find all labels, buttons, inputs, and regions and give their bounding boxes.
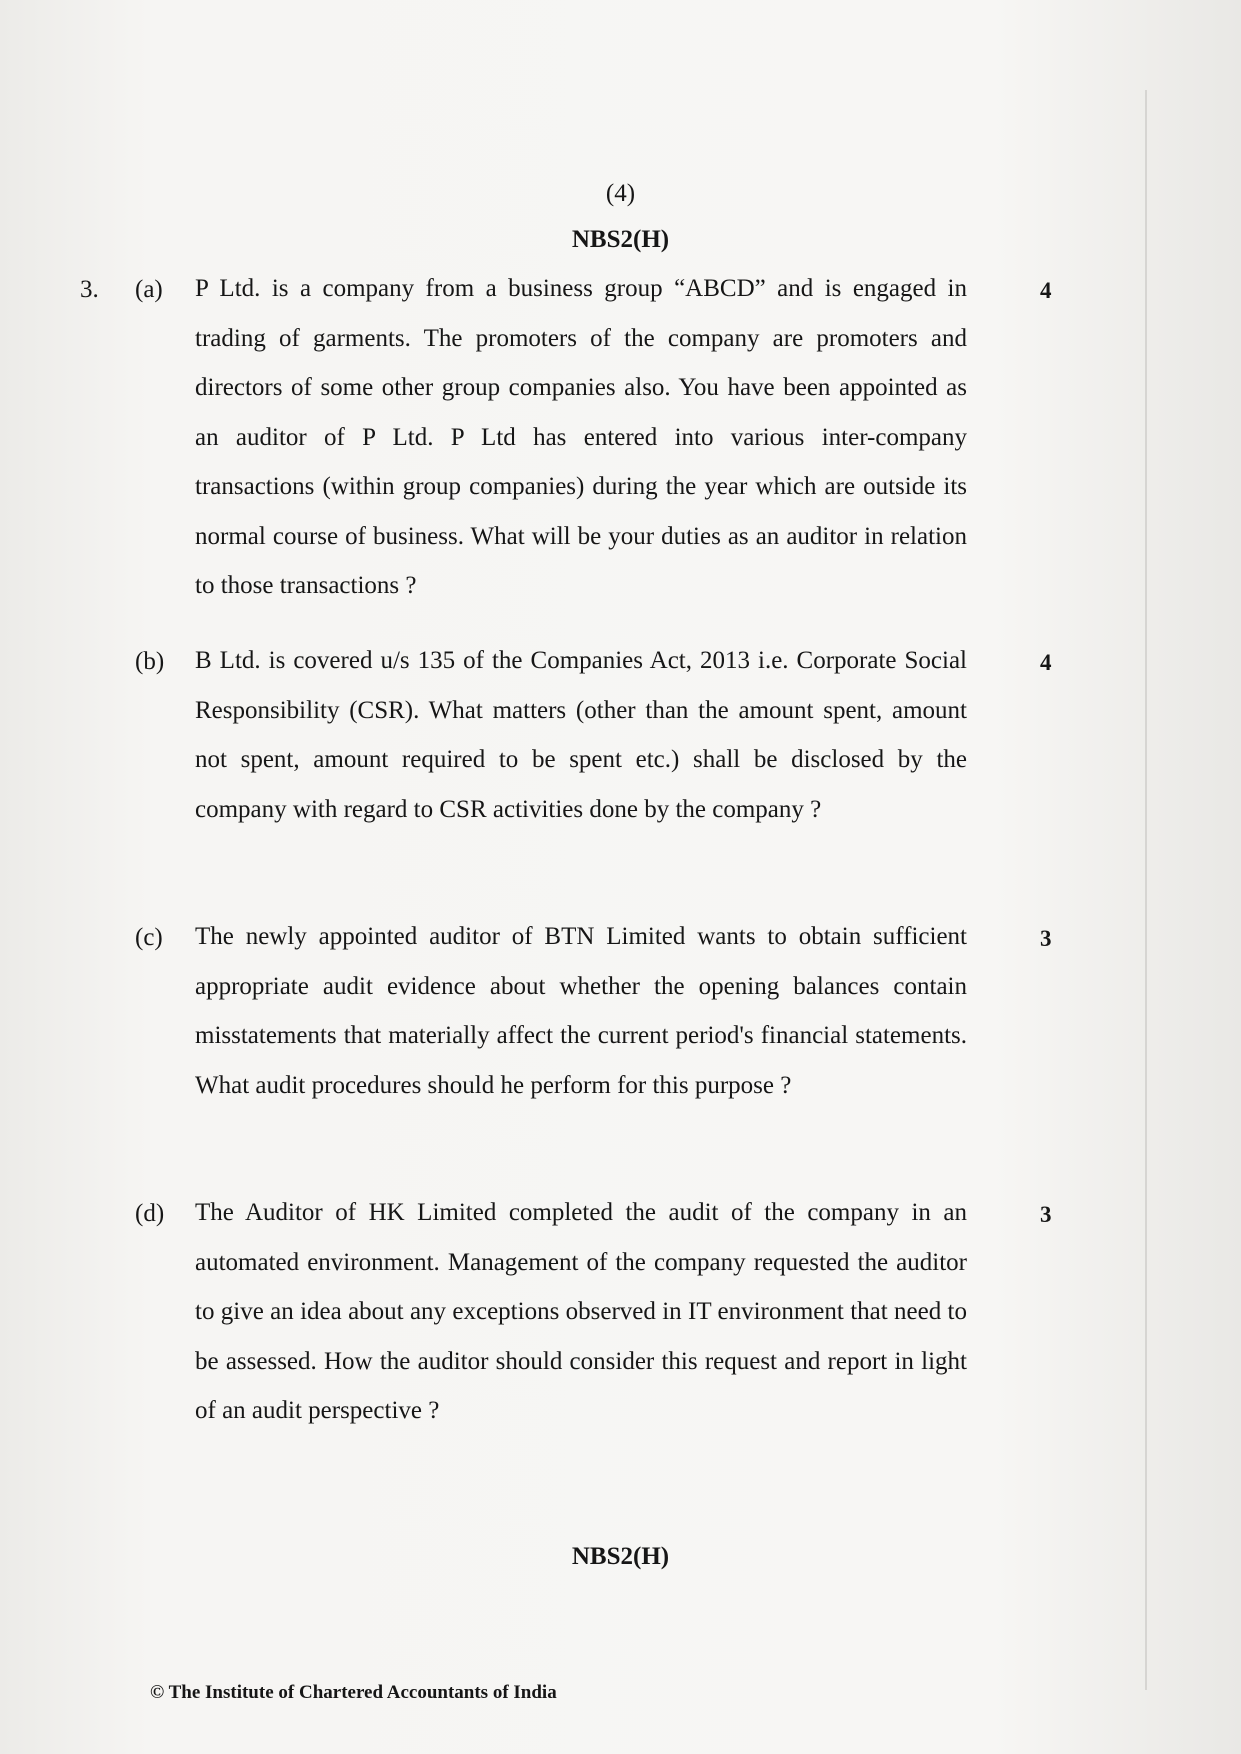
part-c-label: (c) — [135, 924, 163, 951]
part-d-marks: 3 — [1040, 1202, 1052, 1227]
paper-code-footer: NBS2(H) — [571, 1543, 670, 1570]
part-b-marks: 4 — [1040, 650, 1052, 675]
question-number: 3. — [80, 276, 99, 303]
part-b-label: (b) — [135, 648, 165, 675]
page-fold-line — [1145, 90, 1147, 1690]
paper-code-header: NBS2(H) — [571, 226, 670, 253]
part-a-label: (a) — [135, 276, 163, 303]
part-b-text: B Ltd. is covered u/s 135 of the Companies Act, 2013 i.e. Corporate Social Responsibility (CSR). What matters (other than the amount spent, amount not spent, amount required to be spent etc.) shall be disclosed by the company with regard to CSR activities done by the company ? — [195, 647, 967, 823]
part-a-marks: 4 — [1040, 278, 1052, 303]
part-c-marks: 3 — [1040, 926, 1052, 951]
part-a-text: P Ltd. is a company from a business group “ABCD” and is engaged in trading of garments. The promoters of the company are promoters and directors of some other group companies also. You have been appointed as an auditor of P Ltd. P Ltd has entered into various inter-company transactions (within group companies) during the year which are outside its normal course of business. What will be your duties as an auditor in relation to those transactions ? — [195, 275, 967, 599]
page-number: (4) — [605, 180, 636, 207]
copyright-notice: © The Institute of Chartered Accountants of India — [150, 1682, 557, 1703]
part-d-label: (d) — [135, 1200, 165, 1227]
part-d-text: The Auditor of HK Limited completed the audit of the company in an automated environment. Management of the company requested the auditor to give an idea about any exceptions observed in IT environment that need to be assessed. How the auditor should consider this request and report in light of an audit perspective ? — [195, 1199, 967, 1424]
part-c-text: The newly appointed auditor of BTN Limited wants to obtain sufficient appropriate audit evidence about whether the opening balances contain misstatements that materially affect the current period's financial statements. What audit procedures should he perform for this purpose ? — [195, 923, 967, 1099]
